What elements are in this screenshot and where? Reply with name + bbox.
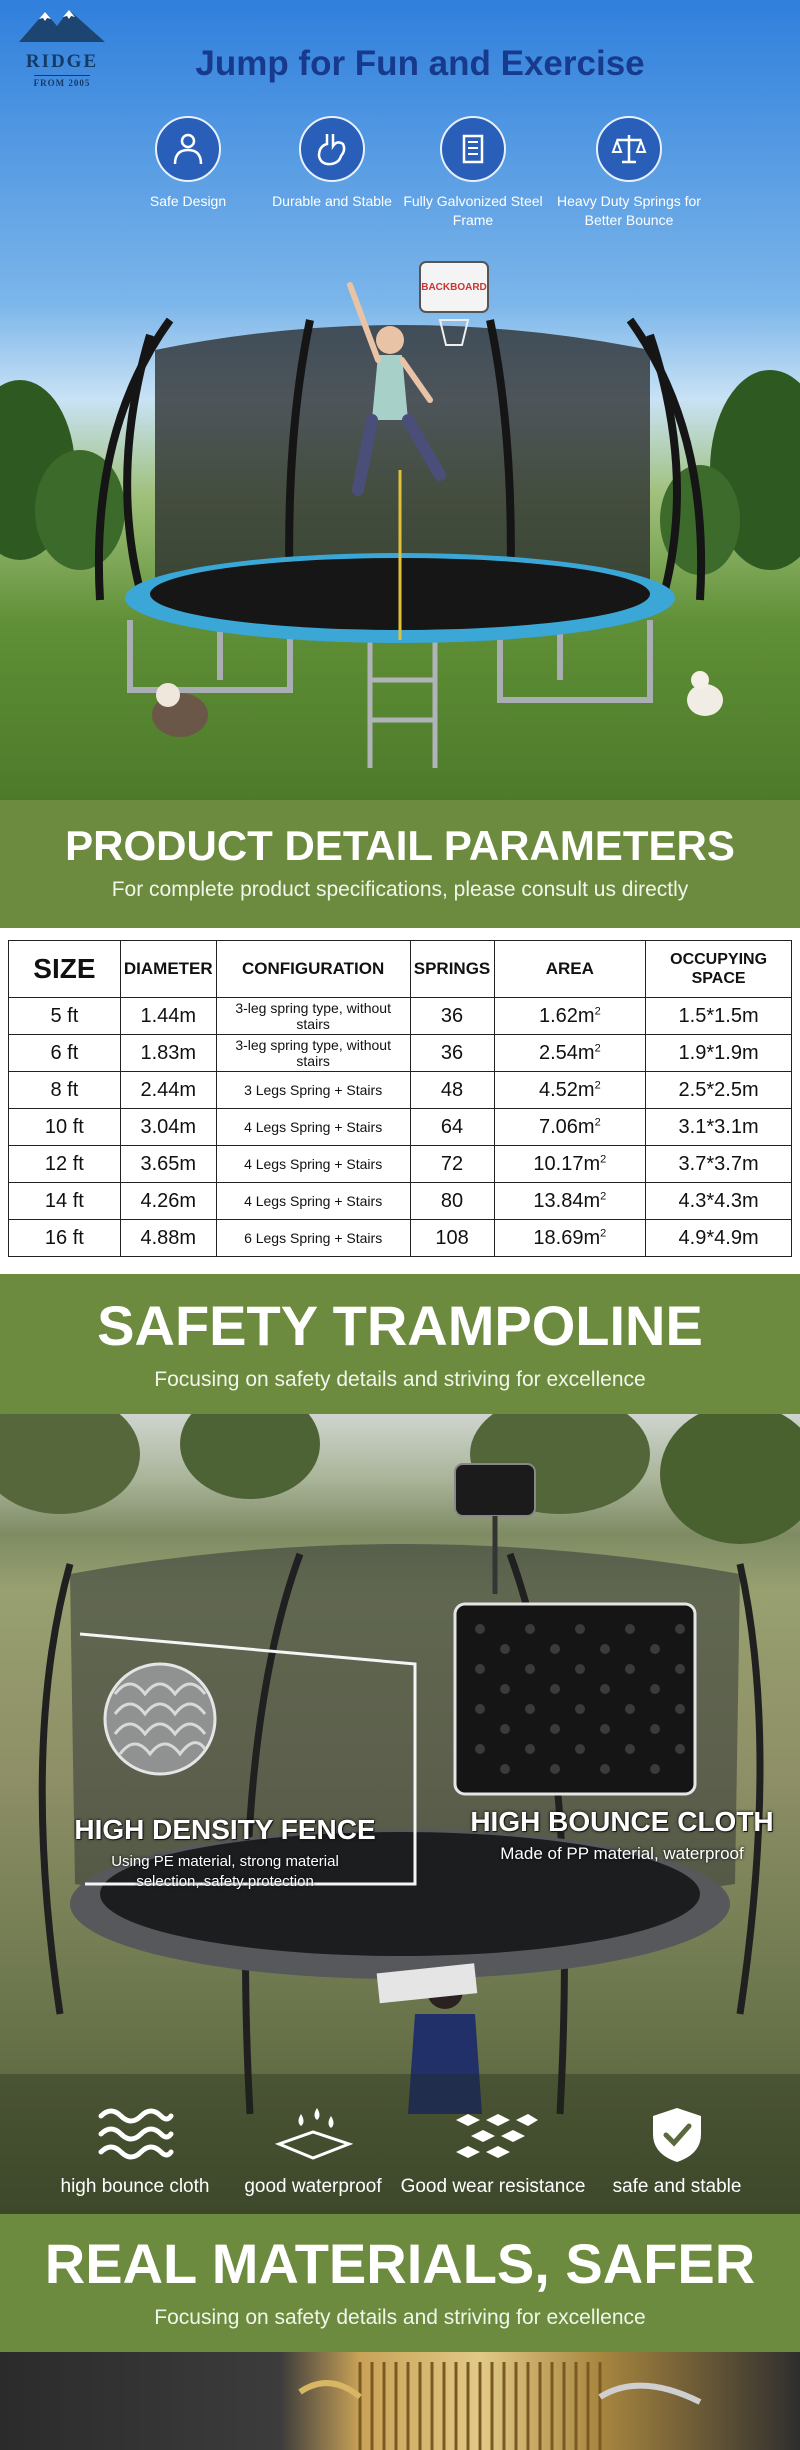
area-exponent: 2 [594, 1041, 601, 1054]
cell-diameter [120, 1072, 216, 1109]
cell-springs: 72 [410, 1146, 494, 1183]
feature-label: high bounce cloth [60, 2176, 210, 2197]
cell-size [9, 1220, 121, 1257]
area-value: 2.54 [538, 1041, 578, 1064]
feature-good-waterproof [218, 2104, 408, 2198]
fence-badge [60, 1814, 390, 1892]
area-value: 1.62 [538, 1004, 578, 1027]
hero-section [0, 0, 800, 800]
table-row [9, 1146, 792, 1183]
header-configuration: CONFIGURATION [216, 941, 410, 998]
space-value: 4.9*4.9 [678, 1226, 742, 1249]
parameters-header [0, 800, 800, 928]
cell-area [494, 1220, 646, 1257]
cell-springs: 48 [410, 1072, 494, 1109]
size-unit: ft [72, 1226, 84, 1249]
header-occupying-space: OCCUPYING SPACE [646, 941, 792, 998]
cell-configuration: 4 Legs Spring + Stairs [216, 1183, 410, 1220]
cloth-title: HIGH BOUNCE CLOTH [470, 1806, 774, 1837]
materials-title: REAL MATERIALS, SAFER [44, 2232, 756, 2295]
water-drops-icon [273, 2104, 353, 2166]
feature-label: Good wear resistance [400, 2176, 586, 2197]
area-value: 4.52 [538, 1078, 578, 1101]
cell-diameter [120, 1220, 216, 1257]
area-exponent: 2 [594, 1004, 601, 1017]
cell-springs: 64 [410, 1109, 494, 1146]
fence-description: Using PE material, strong material selection, safety protection [111, 1853, 339, 1890]
size-value: 10 [44, 1115, 68, 1138]
size-unit: ft [67, 1041, 79, 1064]
brand-logo [6, 6, 118, 104]
feature-label: good waterproof [244, 2176, 382, 2197]
space-value: 1.9*1.9 [678, 1041, 742, 1064]
area-value: 18.69 [533, 1226, 584, 1249]
area-value: 10.17 [533, 1152, 584, 1175]
feature-label: Fully Galvonized Steel Frame [403, 193, 543, 228]
size-value: 8 [50, 1078, 62, 1101]
table-row [9, 1035, 792, 1072]
table-row [9, 1109, 792, 1146]
cell-configuration: 3 Legs Spring + Stairs [216, 1072, 410, 1109]
cell-configuration: 4 Legs Spring + Stairs [216, 1109, 410, 1146]
safety-feature-icons [0, 2104, 800, 2214]
feature-steel-frame [403, 116, 543, 230]
header-size: SIZE [9, 941, 121, 998]
area-unit: m [583, 1152, 601, 1175]
steel-frame-icon [440, 116, 506, 182]
area-exponent: 2 [600, 1226, 607, 1239]
space-value: 1.5*1.5 [678, 1004, 742, 1027]
table-row [9, 1072, 792, 1109]
cell-area [494, 1109, 646, 1146]
area-value: 7.06 [538, 1115, 578, 1138]
shield-person-icon [155, 116, 221, 182]
header-diameter: DIAMETER [120, 941, 216, 998]
area-unit: m [577, 1115, 595, 1138]
space-unit: m [741, 1004, 759, 1027]
header-springs: SPRINGS [410, 941, 494, 998]
diameter-value: 4.26 [140, 1189, 180, 1212]
diameter-value: 3.65 [140, 1152, 180, 1175]
size-unit: ft [72, 1115, 84, 1138]
cell-size [9, 1183, 121, 1220]
space-unit: m [741, 1226, 759, 1249]
diameter-value: 3.04 [140, 1115, 180, 1138]
diameter-unit: m [179, 1041, 197, 1064]
space-unit: m [741, 1189, 759, 1212]
area-exponent: 2 [600, 1152, 607, 1165]
spring-photo-strip [0, 2352, 800, 2450]
diameter-unit: m [179, 1189, 197, 1212]
space-value: 3.7*3.7 [678, 1152, 742, 1175]
feature-springs [553, 116, 705, 230]
table-body [9, 998, 792, 1257]
cell-occupying-space [646, 1109, 792, 1146]
feature-wear-resistance [398, 2104, 588, 2198]
cell-springs: 80 [410, 1183, 494, 1220]
cloth-badge [452, 1806, 792, 1864]
cell-occupying-space [646, 1072, 792, 1109]
cell-occupying-space [646, 1220, 792, 1257]
feature-label: safe and stable [612, 2176, 742, 2197]
size-value: 16 [44, 1226, 68, 1249]
safety-subtitle: Focusing on safety details and striving for excellence [154, 1368, 646, 1391]
cell-diameter [120, 1146, 216, 1183]
hero-title: Jump for Fun and Exercise [195, 44, 645, 83]
cell-diameter [120, 998, 216, 1035]
header-area: AREA [494, 941, 646, 998]
space-value: 2.5*2.5 [678, 1078, 742, 1101]
feature-durable [262, 116, 402, 211]
cell-diameter [120, 1109, 216, 1146]
table-header-row [9, 941, 792, 998]
parameters-table [8, 940, 792, 1257]
shield-check-icon [637, 2104, 717, 2166]
area-unit: m [583, 1189, 601, 1212]
mountain-logo-icon [17, 6, 107, 44]
space-unit: m [741, 1152, 759, 1175]
cell-size [9, 1109, 121, 1146]
logo-since: FROM 2005 [34, 75, 91, 88]
logo-word: RIDGE [25, 51, 99, 72]
table-row [9, 1183, 792, 1220]
area-value: 13.84 [533, 1189, 584, 1212]
cell-configuration: 4 Legs Spring + Stairs [216, 1146, 410, 1183]
size-unit: ft [67, 1078, 79, 1101]
area-unit: m [577, 1078, 595, 1101]
materials-header [0, 2214, 800, 2352]
spring-coils [0, 2352, 800, 2450]
cell-size [9, 1072, 121, 1109]
cell-configuration: 3-leg spring type, without stairs [216, 998, 410, 1035]
cloth-description: Made of PP material, waterproof [500, 1844, 744, 1863]
size-unit: ft [72, 1189, 84, 1212]
diameter-value: 1.83 [140, 1041, 180, 1064]
area-unit: m [577, 1041, 595, 1064]
area-exponent: 2 [600, 1189, 607, 1202]
safety-title: SAFETY TRAMPOLINE [97, 1294, 703, 1357]
stomach-icon [299, 116, 365, 182]
space-value: 4.3*4.3 [678, 1189, 742, 1212]
space-value: 3.1*3.1 [678, 1115, 742, 1138]
cell-configuration: 3-leg spring type, without stairs [216, 1035, 410, 1072]
parameters-title: PRODUCT DETAIL PARAMETERS [65, 822, 735, 869]
cell-area [494, 1146, 646, 1183]
wave-lines-icon [95, 2104, 175, 2166]
space-unit: m [741, 1115, 759, 1138]
size-value: 12 [44, 1152, 68, 1175]
diameter-unit: m [179, 1078, 197, 1101]
cell-occupying-space [646, 998, 792, 1035]
table-row [9, 1220, 792, 1257]
cell-springs: 108 [410, 1220, 494, 1257]
area-unit: m [577, 1004, 595, 1027]
space-unit: m [741, 1078, 759, 1101]
feature-label: Heavy Duty Springs for Better Bounce [557, 193, 701, 228]
size-unit: ft [67, 1004, 79, 1027]
feature-high-bounce-cloth [40, 2104, 230, 2198]
table-row [9, 998, 792, 1035]
area-exponent: 2 [594, 1078, 601, 1091]
cell-occupying-space [646, 1035, 792, 1072]
area-exponent: 2 [594, 1115, 601, 1128]
cell-area [494, 998, 646, 1035]
cell-springs: 36 [410, 998, 494, 1035]
materials-subtitle: Focusing on safety details and striving for excellence [154, 2306, 646, 2329]
safety-header [0, 1274, 800, 1414]
size-value: 5 [50, 1004, 62, 1027]
cell-area [494, 1183, 646, 1220]
hoop-text: BACKBOARD [421, 282, 487, 293]
diamond-grid-icon [448, 2104, 538, 2166]
diameter-unit: m [179, 1226, 197, 1249]
cell-area [494, 1072, 646, 1109]
cell-occupying-space [646, 1183, 792, 1220]
feature-safe-stable [582, 2104, 772, 2198]
fence-title: HIGH DENSITY FENCE [74, 1814, 376, 1845]
cell-area [494, 1035, 646, 1072]
feature-label: Safe Design [149, 193, 227, 209]
cell-diameter [120, 1035, 216, 1072]
feature-label: Durable and Stable [272, 193, 392, 209]
safety-photo-section [0, 1414, 800, 2214]
area-unit: m [583, 1226, 601, 1249]
feature-safe-design [118, 116, 258, 211]
size-value: 6 [50, 1041, 62, 1064]
diameter-value: 2.44 [140, 1078, 180, 1101]
cell-size [9, 1146, 121, 1183]
diameter-unit: m [179, 1004, 197, 1027]
diameter-unit: m [179, 1115, 197, 1138]
cell-diameter [120, 1183, 216, 1220]
cell-size [9, 1035, 121, 1072]
diameter-unit: m [179, 1152, 197, 1175]
size-unit: ft [72, 1152, 84, 1175]
diameter-value: 1.44 [140, 1004, 180, 1027]
cell-springs: 36 [410, 1035, 494, 1072]
cell-occupying-space [646, 1146, 792, 1183]
balance-scale-icon [596, 116, 662, 182]
diameter-value: 4.88 [140, 1226, 180, 1249]
parameters-table-section [0, 928, 800, 1270]
parameters-subtitle: For complete product specifications, please consult us directly [111, 878, 689, 901]
size-value: 14 [44, 1189, 68, 1212]
cell-configuration: 6 Legs Spring + Stairs [216, 1220, 410, 1257]
space-unit: m [741, 1041, 759, 1064]
cell-size [9, 998, 121, 1035]
